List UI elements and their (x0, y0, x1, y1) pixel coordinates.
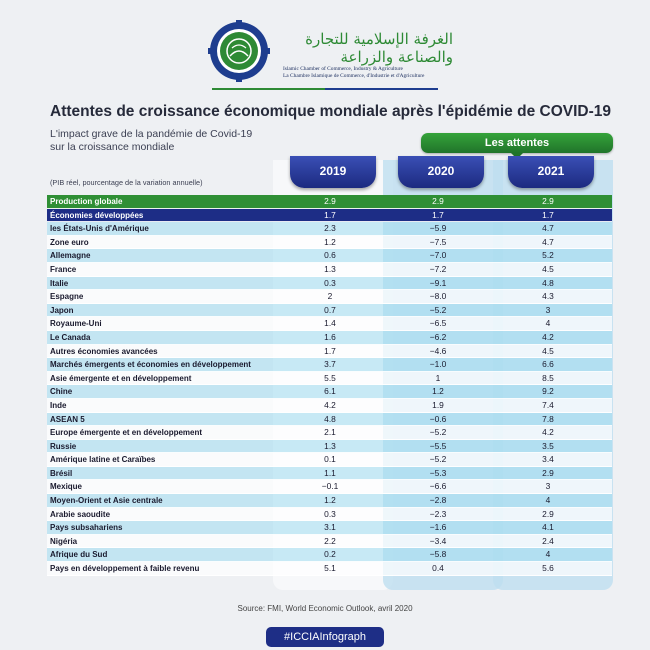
value-cell-2019: 1.1 (324, 467, 336, 478)
value-cell-2021: 4.7 (542, 236, 554, 247)
value-cell-2019: 1.7 (324, 345, 336, 356)
table-row (47, 209, 612, 223)
expectations-badge: Les attentes (421, 133, 613, 153)
row-label: Brésil (50, 468, 73, 478)
value-cell-2020: −7.2 (429, 263, 447, 274)
value-cell-2019: 1.4 (324, 318, 336, 329)
value-cell-2021: 7.8 (542, 413, 554, 424)
table-row (47, 331, 612, 345)
row-label: Allemagne (50, 251, 91, 261)
value-cell-2020: −5.5 (429, 440, 447, 451)
table-row (47, 345, 612, 359)
value-cell-2020: −9.1 (429, 277, 447, 288)
row-label: Production globale (50, 197, 123, 206)
header (0, 0, 650, 90)
value-cell-2020: −4.6 (429, 345, 447, 356)
value-cell-2020: −6.5 (429, 318, 447, 329)
value-cell-2021: 6.6 (542, 359, 554, 370)
value-cell-2019: 5.5 (324, 372, 336, 383)
row-label: Inde (50, 400, 67, 410)
row-label: Moyen-Orient et Asie centrale (50, 496, 163, 506)
value-cell-2020: −5.2 (429, 454, 447, 465)
value-cell-2021: 3 (545, 304, 551, 315)
value-cell-2020: 1.7 (432, 209, 444, 220)
year-header-2019: 2019 (290, 156, 376, 188)
table-row (47, 236, 612, 250)
value-cell-2020: −3.4 (429, 535, 447, 546)
table-row (47, 562, 612, 576)
icci-logo-icon (208, 20, 270, 82)
value-cell-2019: 2.2 (324, 535, 336, 546)
value-cell-2020: −1.6 (429, 522, 447, 533)
value-cell-2020: −5.8 (429, 549, 447, 560)
value-cell-2020: −6.2 (429, 331, 447, 342)
value-cell-2019: 3.1 (324, 522, 336, 533)
unit-note: (PIB réel, pourcentage de la variation annuelle) (50, 178, 203, 187)
value-cell-2021: 5.2 (542, 250, 554, 261)
row-label: Pays subsahariens (50, 523, 123, 533)
value-cell-2021: 4 (545, 318, 551, 329)
row-label: Arabie saoudite (50, 509, 111, 519)
value-cell-2021: 4.2 (542, 331, 554, 342)
value-cell-2019: 1.2 (324, 236, 336, 247)
org-name-english: Islamic Chamber of Commerce, Industry & Agriculture (283, 66, 403, 72)
row-label: Autres économies avancées (50, 346, 158, 356)
row-label: Royaume-Uni (50, 319, 102, 329)
value-cell-2021: 3.5 (542, 440, 554, 451)
row-label: Afrique du Sud (50, 550, 108, 560)
value-cell-2021: 1.7 (542, 209, 554, 220)
value-cell-2020: −7.0 (429, 250, 447, 261)
table-row (47, 467, 612, 481)
year-header-2020: 2020 (398, 156, 484, 188)
value-cell-2020: −5.3 (429, 467, 447, 478)
growth-table (47, 195, 612, 576)
org-name-french: La Chambre Islamique de Commerce, d'Industrie et d'Agriculture (283, 73, 425, 79)
value-cell-2020: 1.9 (432, 399, 444, 410)
hashtag-badge: #ICCIAInfograph (266, 627, 384, 647)
value-cell-2019: 0.3 (324, 277, 336, 288)
table-row (47, 290, 612, 304)
row-label: Économies développées (50, 210, 144, 220)
value-cell-2021: 5.6 (542, 563, 554, 574)
row-label: Japon (50, 305, 74, 315)
value-cell-2021: 4.5 (542, 263, 554, 274)
value-cell-2019: 2.9 (324, 196, 336, 206)
value-cell-2021: 2.9 (542, 508, 554, 519)
table-row (47, 317, 612, 331)
source-note: Source: FMI, World Economic Outlook, avril 2020 (237, 604, 413, 613)
row-label: Pays en développement à faible revenu (50, 564, 200, 574)
row-label: Nigéria (50, 536, 78, 546)
org-name-arabic: الغرفة الإسلامية للتجارة والصناعة والزراعة (305, 30, 453, 66)
value-cell-2020: −5.2 (429, 304, 447, 315)
table-row (47, 440, 612, 454)
table-row (47, 508, 612, 522)
value-cell-2021: 3 (545, 481, 551, 492)
row-label: France (50, 264, 77, 274)
value-cell-2020: −5.2 (429, 427, 447, 438)
organization-name (283, 30, 453, 80)
row-label: Chine (50, 387, 73, 397)
value-cell-2019: 2.3 (324, 223, 336, 234)
value-cell-2021: 4.3 (542, 291, 554, 302)
value-cell-2020: −7.5 (429, 236, 447, 247)
value-cell-2019: −0.1 (321, 481, 339, 492)
value-cell-2021: 4.7 (542, 223, 554, 234)
value-cell-2021: 4.2 (542, 427, 554, 438)
value-cell-2019: 1.3 (324, 440, 336, 451)
table-row (47, 548, 612, 562)
row-label: Marchés émergents et économies en développement (50, 360, 251, 370)
value-cell-2021: 9.2 (542, 386, 554, 397)
value-cell-2019: 1.2 (324, 495, 336, 506)
subtitle (50, 128, 290, 154)
value-cell-2019: 3.7 (324, 359, 336, 370)
row-label: ASEAN 5 (50, 414, 85, 424)
row-label: les États-Unis d'Amérique (50, 224, 149, 234)
value-cell-2021: 3.4 (542, 454, 554, 465)
subtitle-line-1: L'impact grave de la pandémie de Covid-19 (50, 128, 253, 140)
row-label: Le Canada (50, 332, 91, 342)
value-cell-2020: −2.8 (429, 495, 447, 506)
value-cell-2020: 1 (435, 372, 441, 383)
table-row (47, 453, 612, 467)
value-cell-2020: −0.6 (429, 413, 447, 424)
value-cell-2020: 2.9 (432, 196, 444, 206)
table-row (47, 195, 612, 209)
row-label: Russie (50, 441, 77, 451)
value-cell-2019: 0.6 (324, 250, 336, 261)
table-row (47, 535, 612, 549)
value-cell-2020: 0.4 (432, 563, 444, 574)
table-row (47, 399, 612, 413)
table-row (47, 480, 612, 494)
table-row (47, 358, 612, 372)
row-label: Italie (50, 278, 69, 288)
year-header-2021: 2021 (508, 156, 594, 188)
value-cell-2019: 0.7 (324, 304, 336, 315)
value-cell-2021: 7.4 (542, 399, 554, 410)
value-cell-2019: 0.3 (324, 508, 336, 519)
value-cell-2020: −8.0 (429, 291, 447, 302)
value-cell-2020: −1.0 (429, 359, 447, 370)
value-cell-2021: 2.9 (542, 467, 554, 478)
row-label: Espagne (50, 292, 84, 302)
table-row (47, 263, 612, 277)
row-label: Asie émergente et en développement (50, 373, 192, 383)
value-cell-2019: 2.1 (324, 427, 336, 438)
value-cell-2019: 6.1 (324, 386, 336, 397)
header-divider (212, 88, 438, 90)
value-cell-2019: 5.1 (324, 563, 336, 574)
table-row (47, 521, 612, 535)
table-row (47, 494, 612, 508)
table-row (47, 426, 612, 440)
value-cell-2019: 1.7 (324, 209, 336, 220)
value-cell-2021: 4.5 (542, 345, 554, 356)
value-cell-2021: 4 (545, 495, 551, 506)
value-cell-2019: 4.8 (324, 413, 336, 424)
value-cell-2021: 2.4 (542, 535, 554, 546)
value-cell-2021: 2.9 (542, 196, 554, 206)
value-cell-2019: 1.6 (324, 331, 336, 342)
value-cell-2020: −5.9 (429, 223, 447, 234)
value-cell-2019: 2 (327, 291, 333, 302)
table-row (47, 385, 612, 399)
row-label: Europe émergente et en développement (50, 428, 203, 438)
value-cell-2020: 1.2 (432, 386, 444, 397)
value-cell-2019: 0.2 (324, 549, 336, 560)
page-title: Attentes de croissance économique mondiale après l'épidémie de COVID-19 (50, 103, 611, 120)
value-cell-2021: 4.8 (542, 277, 554, 288)
table-row (47, 372, 612, 386)
value-cell-2020: −2.3 (429, 508, 447, 519)
table-row (47, 304, 612, 318)
value-cell-2019: 0.1 (324, 454, 336, 465)
row-label: Mexique (50, 482, 83, 492)
subtitle-line-2: sur la croissance mondiale (50, 141, 175, 153)
table-row (47, 277, 612, 291)
table-row (47, 413, 612, 427)
row-label: Amérique latine et Caraïbes (50, 455, 156, 465)
value-cell-2021: 4 (545, 549, 551, 560)
value-cell-2021: 4.1 (542, 522, 554, 533)
value-cell-2019: 1.3 (324, 263, 336, 274)
value-cell-2021: 8.5 (542, 372, 554, 383)
table-row (47, 222, 612, 236)
row-label: Zone euro (50, 237, 89, 247)
value-cell-2019: 4.2 (324, 399, 336, 410)
table-row (47, 249, 612, 263)
value-cell-2020: −6.6 (429, 481, 447, 492)
